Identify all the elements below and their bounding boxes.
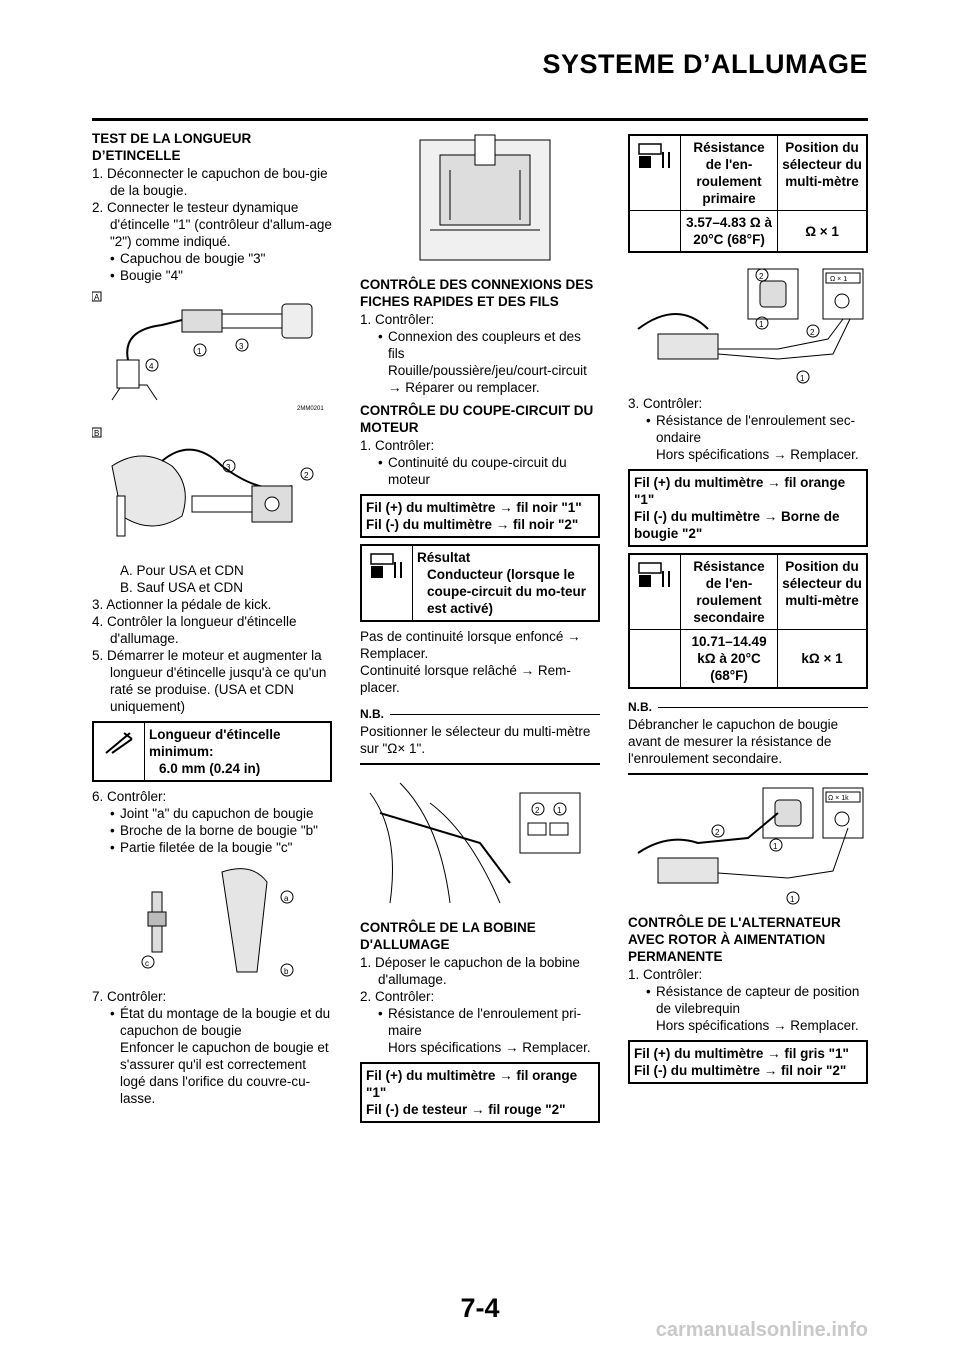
spec-box-spark-length: [92, 721, 332, 782]
svg-text:1: 1: [197, 347, 202, 356]
figure-secondary-coil-test: [628, 783, 868, 908]
table-header: Position du sélecteur du multi-mètre: [782, 559, 862, 608]
caliper-icon: [94, 723, 145, 780]
step: 6. Contrôler:: [92, 789, 167, 804]
header-rule: [92, 118, 868, 121]
svg-text:1: 1: [790, 895, 795, 904]
section-heading-connections: CONTRÔLE DES CONNEXIONS DES FICHES RAPIDES ET DES FILS: [360, 277, 594, 309]
svg-text:a: a: [284, 894, 289, 903]
step: 3. Contrôler:: [628, 396, 703, 411]
bullet: • Résistance de capteur de position de vilebrequin: [628, 983, 868, 1017]
svg-text:4: 4: [149, 362, 154, 371]
paragraph: Pas de continuité lorsque enfoncé → Remplacer.: [360, 629, 581, 661]
step: 7. Contrôler:: [92, 989, 167, 1004]
figure-spark-tester-a: [92, 290, 332, 420]
bullet: • Bougie "4": [92, 267, 332, 284]
svg-text:1: 1: [800, 374, 805, 383]
svg-text:2: 2: [759, 272, 764, 281]
figure-engine: [360, 130, 600, 270]
bullet: • Connexion des coupleurs et des fils: [360, 328, 600, 362]
svg-text:3: 3: [226, 463, 231, 472]
table-cell: 3.57–4.83 Ω à 20°C (68°F): [681, 211, 778, 251]
spec-label: Longueur d'étincelle minimum:: [149, 727, 281, 759]
svg-text:2: 2: [304, 471, 309, 480]
svg-text:Ω × 1: Ω × 1: [830, 276, 848, 283]
figure-label-a: A: [94, 293, 100, 302]
note-text: Positionner le sélecteur du multi-mètre sur "Ω× 1".: [360, 724, 591, 756]
spec-line: Fil (-) du multimètre → Borne de bougie "2": [634, 509, 840, 541]
svg-text:3: 3: [239, 342, 244, 351]
step: 3. Actionner la pédale de kick.: [92, 597, 272, 612]
multimeter-icon: [362, 546, 413, 620]
figure-primary-coil-test: [628, 259, 868, 389]
bullet: • Joint "a" du capuchon de bougie: [92, 805, 332, 822]
figure-kill-switch-wiring: [360, 773, 600, 913]
bullet: • Résistance de l'enroulement sec-ondaire: [628, 412, 868, 446]
svg-text:1: 1: [557, 806, 562, 815]
paragraph: Hors spécifications → Remplacer.: [656, 447, 859, 462]
step: 1. Contrôler:: [360, 312, 435, 327]
paragraph: Hors spécifications → Remplacer.: [388, 1040, 591, 1055]
svg-text:1: 1: [759, 320, 764, 329]
column-1: [92, 130, 332, 1107]
spec-line: Fil (-) de testeur → fil rouge "2": [366, 1102, 566, 1117]
spec-line: Fil (-) du multimètre → fil noir "2": [634, 1063, 847, 1078]
svg-text:2: 2: [810, 328, 815, 337]
table-header: Résistance de l'en-roulement primaire: [681, 136, 778, 210]
section-heading-ignition-coil: CONTRÔLE DE LA BOBINE D'ALLUMAGE: [360, 920, 536, 952]
bullet: • Partie filetée de la bougie "c": [92, 839, 332, 856]
step: 4. Contrôler la longueur d'étincelle d'allumage.: [92, 614, 297, 646]
section-heading-spark-test: TEST DE LA LONGUEUR D’ETINCELLE: [92, 131, 252, 163]
table-header: Résistance de l'en-roulement secondaire: [681, 555, 778, 629]
bullet: • Capuchou de bougie "3": [92, 250, 332, 267]
svg-text:b: b: [284, 967, 289, 976]
note-block: [628, 699, 868, 775]
paragraph: Hors spécifications → Remplacer.: [656, 1018, 859, 1033]
spec-line: Fil (+) du multimètre → fil noir "1": [366, 500, 582, 515]
spec-line: Fil (+) du multimètre → fil orange "1": [366, 1068, 578, 1100]
multimeter-icon: [630, 555, 681, 629]
figure-spark-plug-cap: [92, 862, 332, 982]
caption: B. Sauf USA et CDN: [120, 580, 244, 595]
figure-label-b: B: [94, 429, 100, 438]
table-cell: 10.71–14.49 kΩ à 20°C (68°F): [681, 630, 778, 687]
section-heading-kill-switch: CONTRÔLE DU COUPE-CIRCUIT DU MOTEUR: [360, 403, 594, 435]
note-block: [360, 706, 600, 765]
page-number: 7-4: [460, 1293, 500, 1323]
svg-text:2: 2: [715, 828, 720, 837]
spec-table-secondary: [628, 553, 868, 689]
section-heading-alternator: CONTRÔLE DE L'ALTERNATEUR AVEC ROTOR À AIMENTATION PERMANENTE: [628, 915, 841, 964]
step: 1. Contrôler:: [628, 967, 703, 982]
result-value: Conducteur (lorsque le coupe-circuit du mo-teur est activé): [427, 567, 587, 616]
spec-box-alternator-leads: [628, 1040, 868, 1084]
caption: A. Pour USA et CDN: [120, 563, 244, 578]
figure-code: 2MM0201: [297, 406, 324, 412]
multimeter-icon: [630, 136, 681, 210]
table-cell: Ω × 1: [805, 223, 839, 239]
svg-text:2: 2: [535, 806, 540, 815]
spec-line: Fil (+) du multimètre → fil orange "1": [634, 475, 846, 507]
spec-line: Fil (-) du multimètre → fil noir "2": [366, 517, 579, 532]
column-3: [628, 130, 868, 1090]
paragraph: Enfoncer le capuchon de bougie et s'assurer qu'il est correctement logé dans l'orifice du couvre-cu-lasse.: [120, 1040, 329, 1106]
step: 1. Déposer le capuchon de la bobine d'allumage.: [360, 955, 580, 987]
column-2: [360, 130, 600, 1129]
spec-value: 6.0 mm (0.24 in): [159, 761, 261, 776]
spec-box-result: [360, 544, 600, 622]
svg-text:Ω × 1k: Ω × 1k: [828, 795, 849, 802]
table-header: Position du sélecteur du multi-mètre: [782, 140, 862, 189]
bullet: • État du montage de la bougie et du capuchon de bougie: [92, 1005, 332, 1039]
step: 2. Connecter le testeur dynamique d'étincelle "1" (contrôleur d'allum-age "2") comme indiqué.: [92, 200, 332, 249]
spec-table-primary: [628, 134, 868, 253]
step: 2. Contrôler:: [360, 989, 435, 1004]
figure-spark-tester-b: [92, 426, 332, 556]
paragraph: Rouille/poussière/jeu/court-circuit → Réparer ou remplacer.: [388, 363, 587, 395]
svg-text:c: c: [145, 959, 149, 968]
note-text: Débrancher le capuchon de bougie avant de mesurer la résistance de l'enroulement secondaire.: [628, 717, 839, 766]
result-label: Résultat: [417, 550, 471, 565]
step: 1. Contrôler:: [360, 438, 435, 453]
bullet: • Continuité du coupe-circuit du moteur: [360, 454, 600, 488]
page-title: SYSTEME D’ALLUMAGE: [542, 49, 868, 79]
spec-line: Fil (+) du multimètre → fil gris "1": [634, 1046, 849, 1061]
note-label: N.B.: [360, 706, 600, 723]
bullet: • Résistance de l'enroulement pri-maire: [360, 1005, 600, 1039]
table-cell: kΩ × 1: [801, 651, 843, 666]
note-label: N.B.: [628, 699, 868, 716]
step: 1. Déconnecter le capuchon de bou-gie de la bougie.: [92, 166, 328, 198]
spec-box-kill-switch-leads: [360, 494, 600, 538]
step: 5. Démarrer le moteur et augmenter la longueur d'étincelle jusqu'à ce qu'un raté se produise. (USA et CDN uniquement): [92, 648, 327, 714]
bullet: • Broche de la borne de bougie "b": [92, 822, 332, 839]
spec-box-coil-leads: [360, 1062, 600, 1123]
paragraph: Continuité lorsque relâché → Rem-placer.: [360, 663, 571, 695]
footer-watermark: carmanualsonline.info: [655, 1319, 868, 1341]
spec-box-secondary-leads: [628, 469, 868, 547]
svg-text:1: 1: [773, 842, 778, 851]
